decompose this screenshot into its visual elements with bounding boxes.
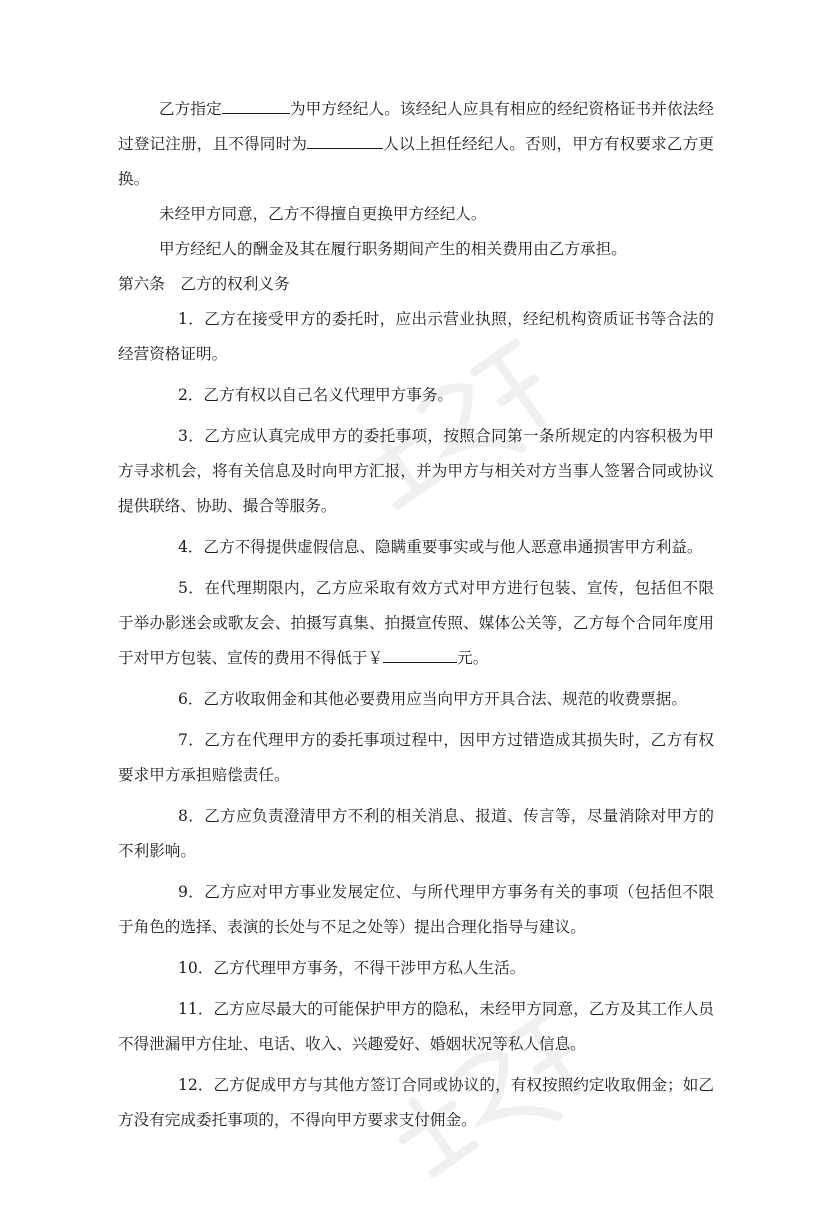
- list-item: 9．乙方应对甲方事业发展定位、与所代理甲方事务有关的事项（包括但不限于角色的选择、表演的长处与不足之处等）提出合理化指导与建议。: [118, 883, 714, 936]
- list-item: 11．乙方应尽最大的可能保护甲方的隐私，未经甲方同意，乙方及其工作人员不得泄漏甲方住址、电话、收入、兴趣爱好、婚姻状况等私人信息。: [118, 1000, 714, 1053]
- blank-fill-line: [383, 646, 457, 663]
- document-body: [118, 92, 714, 1144]
- paragraph-broker-designation: [118, 92, 714, 197]
- section-heading: 第六条 乙方的权利义务: [118, 275, 290, 293]
- paragraph-text-part: 为甲方经纪人。该经纪人应具有相应的经纪资格证书并依法经过登记注册，且不得同时为: [118, 100, 714, 153]
- list-item: 10．乙方代理甲方事务，不得干涉甲方私人生活。: [178, 959, 526, 977]
- paragraph-broker-fees: 甲方经纪人的酬金及其在履行职务期间产生的相关费用由乙方承担。: [159, 240, 627, 258]
- list-item: 7．乙方在代理甲方的委托事项过程中，因甲方过错造成其损失时，乙方有权要求甲方承担赔偿责任。: [118, 731, 714, 784]
- list-item: 8．乙方应负责澄清甲方不利的相关消息、报道、传言等，尽量消除对甲方的不利影响。: [118, 807, 714, 860]
- paragraph-no-replacement: 未经甲方同意，乙方不得擅自更换甲方经纪人。: [159, 205, 487, 223]
- list-item: 3．乙方应认真完成甲方的委托事项，按照合同第一条所规定的内容积极为甲方寻求机会，将有关信息及时向甲方汇报，并为甲方与相关对方当事人签署合同或协议提供联络、协助、撮合等服务。: [118, 427, 714, 515]
- list-item: 6．乙方收取佣金和其他必要费用应当向甲方开具合法、规范的收费票据。: [178, 690, 687, 708]
- list-item: [118, 571, 714, 676]
- list-item-text-part: 元。: [457, 649, 489, 667]
- blank-fill-line: [222, 97, 290, 114]
- list-item: 4．乙方不得提供虚假信息、隐瞒重要事实或与他人恶意串通损害甲方利益。: [178, 538, 703, 556]
- list-item: 2．乙方有权以自己名义代理甲方事务。: [178, 386, 454, 404]
- blank-fill-line: [307, 132, 383, 149]
- list-item: 1．乙方在接受甲方的委托时，应出示营业执照，经纪机构资质证书等合法的经营资格证明。: [118, 310, 714, 363]
- list-item: 12．乙方促成甲方与其他方签订合同或协议的，有权按照约定收取佣金；如乙方没有完成委托事项的，不得向甲方要求支付佣金。: [118, 1076, 714, 1129]
- paragraph-text-part: 人以上担任经纪人。否则，甲方有权要求乙方更换。: [118, 135, 714, 188]
- list-item-text-part: 5．在代理期限内，乙方应采取有效方式对甲方进行包装、宣传，包括但不限于举办影迷会或歌友会、拍摄写真集、拍摄宣传照、媒体公关等，乙方每个合同年度用于对甲方包装、宣传的费用不得低于￥: [118, 579, 714, 667]
- paragraph-text-part: 乙方指定: [159, 100, 222, 118]
